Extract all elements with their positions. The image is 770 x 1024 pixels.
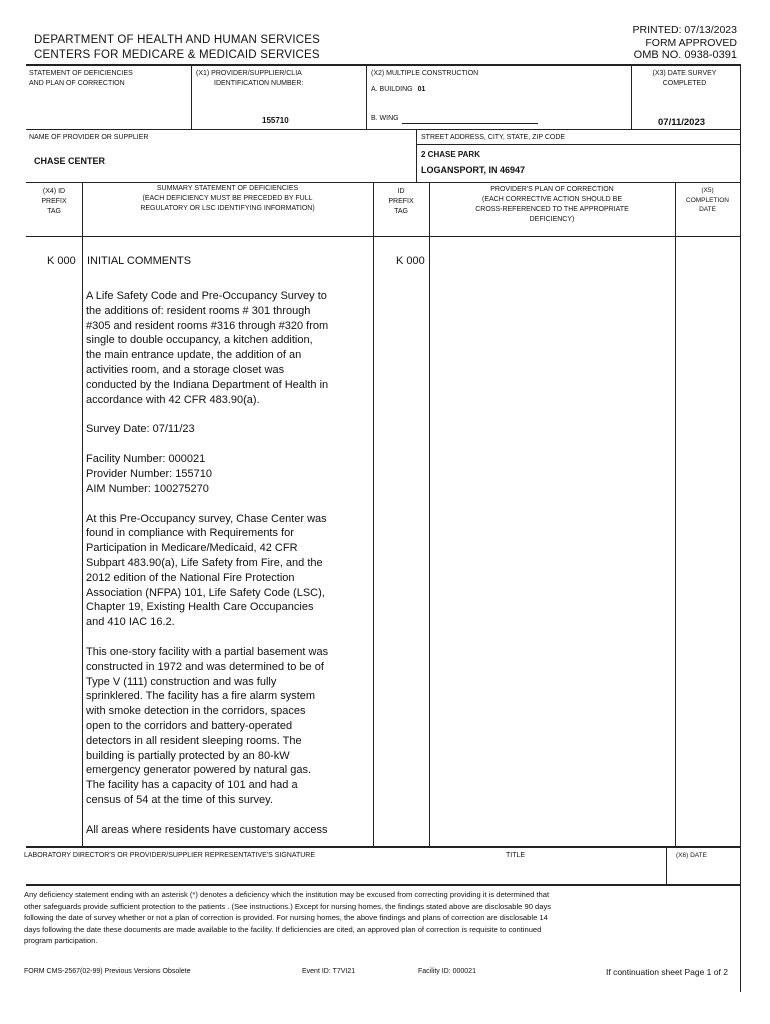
id-prefix-header — [373, 187, 429, 217]
building-label: A. BUILDING — [371, 86, 413, 93]
street-address: 2 CHASE PARK — [421, 150, 480, 159]
column-divider — [675, 182, 676, 846]
deficiency-tag-left: K 000 — [47, 255, 76, 267]
x3-label-line: (X3) DATE SURVEY — [652, 70, 717, 77]
deficiency-body — [86, 289, 346, 853]
department-line: DEPARTMENT OF HEALTH AND HUMAN SERVICES — [34, 34, 320, 46]
facility-ids-paragraph: Facility Number: 000021 Provider Number: 155710 AIM Number: 100275270 — [86, 453, 212, 495]
x4-header-line: TAG — [47, 208, 61, 215]
survey-completed-date: 07/11/2023 — [658, 117, 706, 128]
grid-rule — [26, 182, 740, 183]
wing-underline — [402, 123, 538, 124]
facility-id: Facility ID: 000021 — [418, 968, 476, 975]
printed-date: PRINTED: 07/13/2023 — [632, 24, 737, 36]
agency-line: CENTERS FOR MEDICARE & MEDICAID SERVICES — [34, 49, 320, 61]
header-rule — [26, 64, 740, 66]
grid-divider — [416, 129, 417, 182]
signature-label: LABORATORY DIRECTOR'S OR PROVIDER/SUPPLIER REPRESENTATIVE'S SIGNATURE — [24, 852, 316, 859]
x5-header-line: COMPLETION — [686, 196, 729, 204]
id-header-line: ID — [397, 188, 405, 195]
column-divider — [429, 182, 430, 846]
x3-label — [632, 69, 737, 89]
plan-header-line: (EACH CORRECTIVE ACTION SHOULD BE — [481, 196, 623, 203]
address-rule — [416, 144, 740, 145]
grid-divider — [191, 64, 192, 129]
date-label: (X6) DATE — [676, 852, 707, 859]
signature-rule — [26, 846, 740, 848]
column-divider — [373, 182, 374, 846]
plan-header — [429, 185, 675, 225]
building-value: 01 — [417, 86, 426, 93]
facility-description-paragraph: This one-story facility with a partial basement was constructed in 1972 and was determined to be of Type V (111) construction and was fully sprinklered. The facility has a fire alarm system with smoke detection in the corridors, spaces open to the corridors and battery-operated detectors in all resident sleeping rooms. The building is partially protected by an 80-kW emergency generator powered by natural gas. The facility has a capacity of 101 and had a census of 54 at the time of this survey. — [86, 645, 329, 806]
grid-rule — [26, 236, 740, 237]
event-id: Event ID: T7VI21 — [302, 968, 356, 975]
plan-header-line: DEFICIENCY) — [529, 216, 575, 223]
address-label: STREET ADDRESS, CITY, STATE, ZIP CODE — [421, 134, 566, 141]
statement-label-line: STATEMENT OF DEFICIENCIES — [29, 70, 133, 77]
provider-name-label: NAME OF PROVIDER OR SUPPLIER — [29, 134, 149, 141]
x4-header — [26, 187, 82, 217]
wing-label: B. WING — [371, 115, 399, 122]
form-id: FORM CMS-2567(02-99) Previous Versions Obsolete — [24, 968, 191, 975]
deficiency-tag-right: K 000 — [396, 255, 425, 267]
form-status — [633, 24, 737, 62]
compliance-paragraph: At this Pre-Occupancy survey, Chase Center was found in compliance with Requirements for Participation in Medicare/Medicaid, 42 CFR Subpart 483.90(a), Life Safety from Fire, and the 2012 edition of the National Fire Protection Association (NFPA) 101, Life Safety Code (LSC), Chapter 19, Existing Health Care Occupancies and 410 IAC 16.2. — [86, 512, 327, 629]
x1-label-line: (X1) PROVIDER/SUPPLIER/CLIA — [196, 70, 302, 77]
summary-header-line: REGULATORY OR LSC IDENTIFYING INFORMATION) — [140, 205, 315, 212]
grid-divider — [740, 64, 741, 992]
x3-label-line: COMPLETED — [662, 80, 707, 87]
title-label: TITLE — [506, 852, 526, 859]
signature-divider — [666, 846, 667, 884]
x5-header — [675, 186, 740, 215]
summary-header — [82, 184, 373, 214]
plan-header-line: PROVIDER'S PLAN OF CORRECTION — [490, 186, 614, 193]
x5-header-line: (X5) — [701, 187, 714, 194]
survey-date-paragraph: Survey Date: 07/11/23 — [86, 423, 195, 436]
plan-header-line: CROSS-REFERENCED TO THE APPROPRIATE — [475, 206, 629, 213]
id-header-line: TAG — [394, 208, 408, 215]
grid-divider — [366, 64, 367, 129]
grid-rule — [26, 129, 740, 130]
form-approved: FORM APPROVED — [645, 36, 737, 49]
summary-header-line: SUMMARY STATEMENT OF DEFICIENCIES — [156, 185, 299, 192]
x4-header-line: PREFIX — [41, 198, 67, 205]
omb-number: OMB NO. 0938-0391 — [633, 49, 737, 61]
x1-label — [196, 69, 303, 89]
x1-label-line: IDENTIFICATION NUMBER: — [214, 80, 304, 87]
department-title — [34, 33, 320, 63]
x5-header-line: DATE — [699, 206, 716, 213]
survey-description-paragraph: A Life Safety Code and Pre-Occupancy Survey to the additions of: resident rooms # 301 through #305 and resident rooms #316 through #320 from single to double occupancy, a kitchen addition, the main entrance update, the addition of an activities room, and a storage closet was conducted by the Indiana Department of Health in accordance with 42 CFR 483.90(a). — [86, 290, 329, 406]
signature-bottom-rule — [26, 884, 740, 886]
continuation-note: If continuation sheet Page 1 of 2 — [606, 967, 728, 977]
building-row — [371, 85, 425, 95]
disclaimer-text: Any deficiency statement ending with an asterisk (*) denotes a deficiency which the institution may be excused from correcting providing it is determined that other safeguards provide sufficient protection to the patients . (See instructions.) Except for nursing homes, the findings stated above are disclosable 90 days following the date of survey whether or not a plan of correction is provided. For nursing homes, the above findings and plans of correction are disclosable 14 days following the date these documents are made available to the facility. If deficiencies are cited, an approved plan of correction is requisite to continued program participation. — [24, 890, 552, 946]
statement-label — [29, 69, 133, 89]
column-divider — [82, 182, 83, 846]
deficiency-title: INITIAL COMMENTS — [87, 255, 192, 267]
customary-access-paragraph: All areas where residents have customary access — [86, 823, 328, 836]
summary-header-line: (EACH DEFICIENCY MUST BE PRECEDED BY FULL — [142, 195, 313, 202]
statement-label-line: AND PLAN OF CORRECTION — [29, 80, 125, 87]
city-state-zip: LOGANSPORT, IN 46947 — [421, 165, 526, 175]
x2-label: (X2) MULTIPLE CONSTRUCTION — [371, 70, 479, 77]
provider-id-number: 155710 — [262, 116, 289, 125]
x4-header-line: (X4) ID — [42, 188, 66, 195]
id-header-line: PREFIX — [388, 198, 414, 205]
provider-name: CHASE CENTER — [34, 156, 106, 166]
